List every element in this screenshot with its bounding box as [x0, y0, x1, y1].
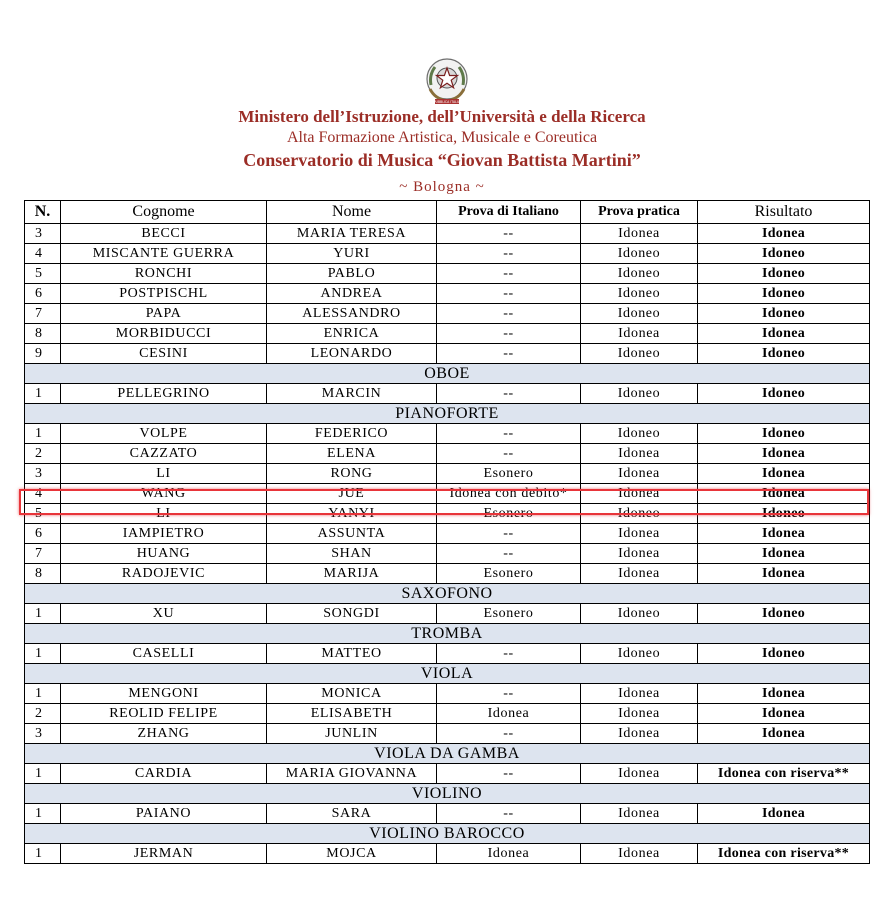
cell-cognome: PAPA	[61, 304, 267, 324]
section-label: PIANOFORTE	[25, 404, 870, 424]
cell-prova-pratica: Idonea	[581, 764, 698, 784]
cell-prova-italiano: --	[437, 284, 581, 304]
cell-prova-pratica: Idonea	[581, 524, 698, 544]
col-header-prova-pratica: Prova pratica	[581, 201, 698, 224]
cell-risultato: Idoneo	[698, 644, 870, 664]
cell-number: 1	[25, 804, 61, 824]
cell-cognome: MISCANTE GUERRA	[61, 244, 267, 264]
cell-number: 6	[25, 524, 61, 544]
cell-risultato: Idonea	[698, 464, 870, 484]
table-row	[25, 764, 870, 784]
table-row-highlighted	[25, 484, 870, 504]
cell-nome: JUE	[267, 484, 437, 504]
cell-prova-pratica: Idoneo	[581, 604, 698, 624]
cell-cognome: ZHANG	[61, 724, 267, 744]
cell-nome: ENRICA	[267, 324, 437, 344]
section-header-row	[25, 364, 870, 384]
cell-number: 9	[25, 344, 61, 364]
cell-number: 8	[25, 324, 61, 344]
cell-nome: MARCIN	[267, 384, 437, 404]
cell-prova-pratica: Idoneo	[581, 384, 698, 404]
cell-number: 1	[25, 644, 61, 664]
italian-republic-emblem-icon	[421, 55, 473, 107]
cell-nome: SHAN	[267, 544, 437, 564]
cell-cognome: VOLPE	[61, 424, 267, 444]
cell-prova-pratica: Idonea	[581, 464, 698, 484]
cell-risultato: Idonea	[698, 564, 870, 584]
section-header-row	[25, 624, 870, 644]
svg-text:REPUBBLICA ITALIANA: REPUBBLICA ITALIANA	[429, 100, 465, 105]
cell-number: 7	[25, 544, 61, 564]
cell-cognome: BECCI	[61, 224, 267, 244]
col-header-prova-italiano: Prova di Italiano	[437, 201, 581, 224]
cell-prova-pratica: Idonea	[581, 324, 698, 344]
cell-cognome: JERMAN	[61, 844, 267, 864]
cell-risultato: Idoneo	[698, 244, 870, 264]
cell-cognome: IAMPIETRO	[61, 524, 267, 544]
cell-prova-italiano: --	[437, 344, 581, 364]
results-table	[24, 200, 870, 864]
cell-risultato: Idonea	[698, 224, 870, 244]
section-label: VIOLA	[25, 664, 870, 684]
cell-prova-italiano: --	[437, 644, 581, 664]
cell-nome: FEDERICO	[267, 424, 437, 444]
table-row	[25, 224, 870, 244]
cell-risultato: Idoneo	[698, 284, 870, 304]
table-row	[25, 384, 870, 404]
cell-nome: ASSUNTA	[267, 524, 437, 544]
cell-risultato: Idonea	[698, 804, 870, 824]
cell-number: 3	[25, 464, 61, 484]
cell-prova-pratica: Idonea	[581, 444, 698, 464]
cell-cognome: MORBIDUCCI	[61, 324, 267, 344]
cell-prova-pratica: Idonea	[581, 844, 698, 864]
conservatory-name: Conservatorio di Musica “Giovan Battista Martini”	[243, 150, 641, 170]
table-row	[25, 604, 870, 624]
section-label: VIOLINO	[25, 784, 870, 804]
cell-prova-pratica: Idoneo	[581, 264, 698, 284]
afam-subtitle: Alta Formazione Artistica, Musicale e Coreutica	[286, 129, 598, 146]
table-row	[25, 704, 870, 724]
cell-risultato: Idoneo	[698, 384, 870, 404]
cell-nome: MARIA TERESA	[267, 224, 437, 244]
cell-number: 1	[25, 384, 61, 404]
cell-prova-italiano: Idonea	[437, 844, 581, 864]
cell-risultato: Idoneo	[698, 424, 870, 444]
cell-number: 1	[25, 424, 61, 444]
table-row	[25, 644, 870, 664]
section-header-row	[25, 664, 870, 684]
cell-prova-italiano: Esonero	[437, 464, 581, 484]
cell-number: 4	[25, 244, 61, 264]
table-row	[25, 844, 870, 864]
table-row	[25, 464, 870, 484]
section-label: VIOLA DA GAMBA	[25, 744, 870, 764]
cell-cognome: PELLEGRINO	[61, 384, 267, 404]
cell-prova-italiano: --	[437, 444, 581, 464]
cell-number: 6	[25, 284, 61, 304]
cell-number: 1	[25, 604, 61, 624]
cell-nome: ANDREA	[267, 284, 437, 304]
cell-prova-italiano: --	[437, 544, 581, 564]
cell-cognome: CAZZATO	[61, 444, 267, 464]
cell-risultato: Idonea	[698, 684, 870, 704]
section-label: VIOLINO BAROCCO	[25, 824, 870, 844]
cell-number: 2	[25, 704, 61, 724]
cell-prova-italiano: --	[437, 264, 581, 284]
cell-prova-pratica: Idonea	[581, 804, 698, 824]
cell-number: 3	[25, 224, 61, 244]
col-header-number: N.	[25, 201, 61, 224]
table-row	[25, 444, 870, 464]
cell-risultato: Idonea	[698, 524, 870, 544]
ministry-title: Ministero dell’Istruzione, dell’Università e della Ricerca	[238, 107, 646, 126]
col-header-cognome: Cognome	[61, 201, 267, 224]
cell-prova-italiano: --	[437, 304, 581, 324]
table-row	[25, 564, 870, 584]
cell-prova-italiano: --	[437, 224, 581, 244]
cell-prova-pratica: Idonea	[581, 724, 698, 744]
cell-risultato: Idonea con riserva**	[698, 764, 870, 784]
cell-prova-italiano: --	[437, 424, 581, 444]
cell-prova-pratica: Idoneo	[581, 344, 698, 364]
cell-prova-pratica: Idoneo	[581, 284, 698, 304]
cell-prova-pratica: Idonea	[581, 484, 698, 504]
cell-nome: MARIJA	[267, 564, 437, 584]
cell-prova-pratica: Idoneo	[581, 304, 698, 324]
cell-cognome: PAIANO	[61, 804, 267, 824]
cell-prova-pratica: Idonea	[581, 684, 698, 704]
cell-nome: MONICA	[267, 684, 437, 704]
section-header-row	[25, 584, 870, 604]
cell-cognome: XU	[61, 604, 267, 624]
cell-prova-pratica: Idonea	[581, 544, 698, 564]
cell-nome: JUNLIN	[267, 724, 437, 744]
cell-number: 4	[25, 484, 61, 504]
cell-prova-italiano: --	[437, 244, 581, 264]
table-row	[25, 424, 870, 444]
cell-prova-pratica: Idonea	[581, 704, 698, 724]
cell-nome: RONG	[267, 464, 437, 484]
cell-cognome: CARDIA	[61, 764, 267, 784]
cell-cognome: REOLID FELIPE	[61, 704, 267, 724]
col-header-nome: Nome	[267, 201, 437, 224]
cell-nome: SONGDI	[267, 604, 437, 624]
cell-number: 5	[25, 264, 61, 284]
cell-prova-italiano: --	[437, 324, 581, 344]
table-row	[25, 544, 870, 564]
cell-cognome: POSTPISCHL	[61, 284, 267, 304]
cell-number: 1	[25, 844, 61, 864]
section-label: SAXOFONO	[25, 584, 870, 604]
cell-cognome: HUANG	[61, 544, 267, 564]
cell-risultato: Idonea	[698, 704, 870, 724]
cell-prova-pratica: Idoneo	[581, 244, 698, 264]
cell-risultato: Idonea	[698, 324, 870, 344]
cell-cognome: LI	[61, 504, 267, 524]
cell-risultato: Idoneo	[698, 344, 870, 364]
col-header-risultato: Risultato	[698, 201, 870, 224]
cell-number: 2	[25, 444, 61, 464]
cell-nome: MOJCA	[267, 844, 437, 864]
cell-prova-italiano: Idonea con debito*	[437, 484, 581, 504]
cell-prova-italiano: --	[437, 804, 581, 824]
cell-cognome: LI	[61, 464, 267, 484]
cell-nome: PABLO	[267, 264, 437, 284]
cell-cognome: RADOJEVIC	[61, 564, 267, 584]
section-label: TROMBA	[25, 624, 870, 644]
cell-prova-italiano: Esonero	[437, 564, 581, 584]
table-row	[25, 264, 870, 284]
cell-prova-italiano: --	[437, 524, 581, 544]
cell-cognome: RONCHI	[61, 264, 267, 284]
table-row	[25, 344, 870, 364]
city-label: ~ Bologna ~	[399, 179, 485, 195]
cell-prova-pratica: Idonea	[581, 224, 698, 244]
section-header-row	[25, 404, 870, 424]
section-header-row	[25, 824, 870, 844]
section-header-row	[25, 784, 870, 804]
cell-nome: ALESSANDRO	[267, 304, 437, 324]
cell-prova-italiano: Esonero	[437, 604, 581, 624]
cell-number: 8	[25, 564, 61, 584]
cell-risultato: Idonea	[698, 444, 870, 464]
cell-risultato: Idoneo	[698, 264, 870, 284]
cell-prova-pratica: Idoneo	[581, 644, 698, 664]
table-row	[25, 724, 870, 744]
table-row	[25, 524, 870, 544]
cell-nome: YANYI	[267, 504, 437, 524]
cell-prova-pratica: Idoneo	[581, 504, 698, 524]
section-header-row	[25, 744, 870, 764]
cell-risultato: Idonea	[698, 544, 870, 564]
cell-risultato: Idonea con riserva**	[698, 844, 870, 864]
cell-nome: ELISABETH	[267, 704, 437, 724]
cell-nome: LEONARDO	[267, 344, 437, 364]
table-row	[25, 284, 870, 304]
table-row	[25, 244, 870, 264]
table-header-row	[25, 201, 870, 224]
cell-prova-pratica: Idonea	[581, 564, 698, 584]
cell-prova-italiano: --	[437, 684, 581, 704]
cell-prova-italiano: --	[437, 764, 581, 784]
cell-nome: SARA	[267, 804, 437, 824]
section-label: OBOE	[25, 364, 870, 384]
cell-prova-pratica: Idoneo	[581, 424, 698, 444]
cell-cognome: WANG	[61, 484, 267, 504]
cell-nome: YURI	[267, 244, 437, 264]
cell-number: 1	[25, 764, 61, 784]
cell-number: 1	[25, 684, 61, 704]
cell-prova-italiano: --	[437, 384, 581, 404]
cell-number: 5	[25, 504, 61, 524]
table-row	[25, 804, 870, 824]
table-row	[25, 504, 870, 524]
cell-cognome: CASELLI	[61, 644, 267, 664]
cell-risultato: Idonea	[698, 724, 870, 744]
cell-risultato: Idoneo	[698, 504, 870, 524]
table-row	[25, 304, 870, 324]
cell-risultato: Idonea	[698, 484, 870, 504]
cell-prova-italiano: Idonea	[437, 704, 581, 724]
cell-cognome: CESINI	[61, 344, 267, 364]
cell-nome: MARIA GIOVANNA	[267, 764, 437, 784]
cell-risultato: Idoneo	[698, 604, 870, 624]
cell-risultato: Idoneo	[698, 304, 870, 324]
cell-prova-italiano: Esonero	[437, 504, 581, 524]
cell-nome: MATTEO	[267, 644, 437, 664]
cell-number: 3	[25, 724, 61, 744]
cell-nome: ELENA	[267, 444, 437, 464]
cell-number: 7	[25, 304, 61, 324]
cell-cognome: MENGONI	[61, 684, 267, 704]
table-row	[25, 324, 870, 344]
table-row	[25, 684, 870, 704]
cell-prova-italiano: --	[437, 724, 581, 744]
